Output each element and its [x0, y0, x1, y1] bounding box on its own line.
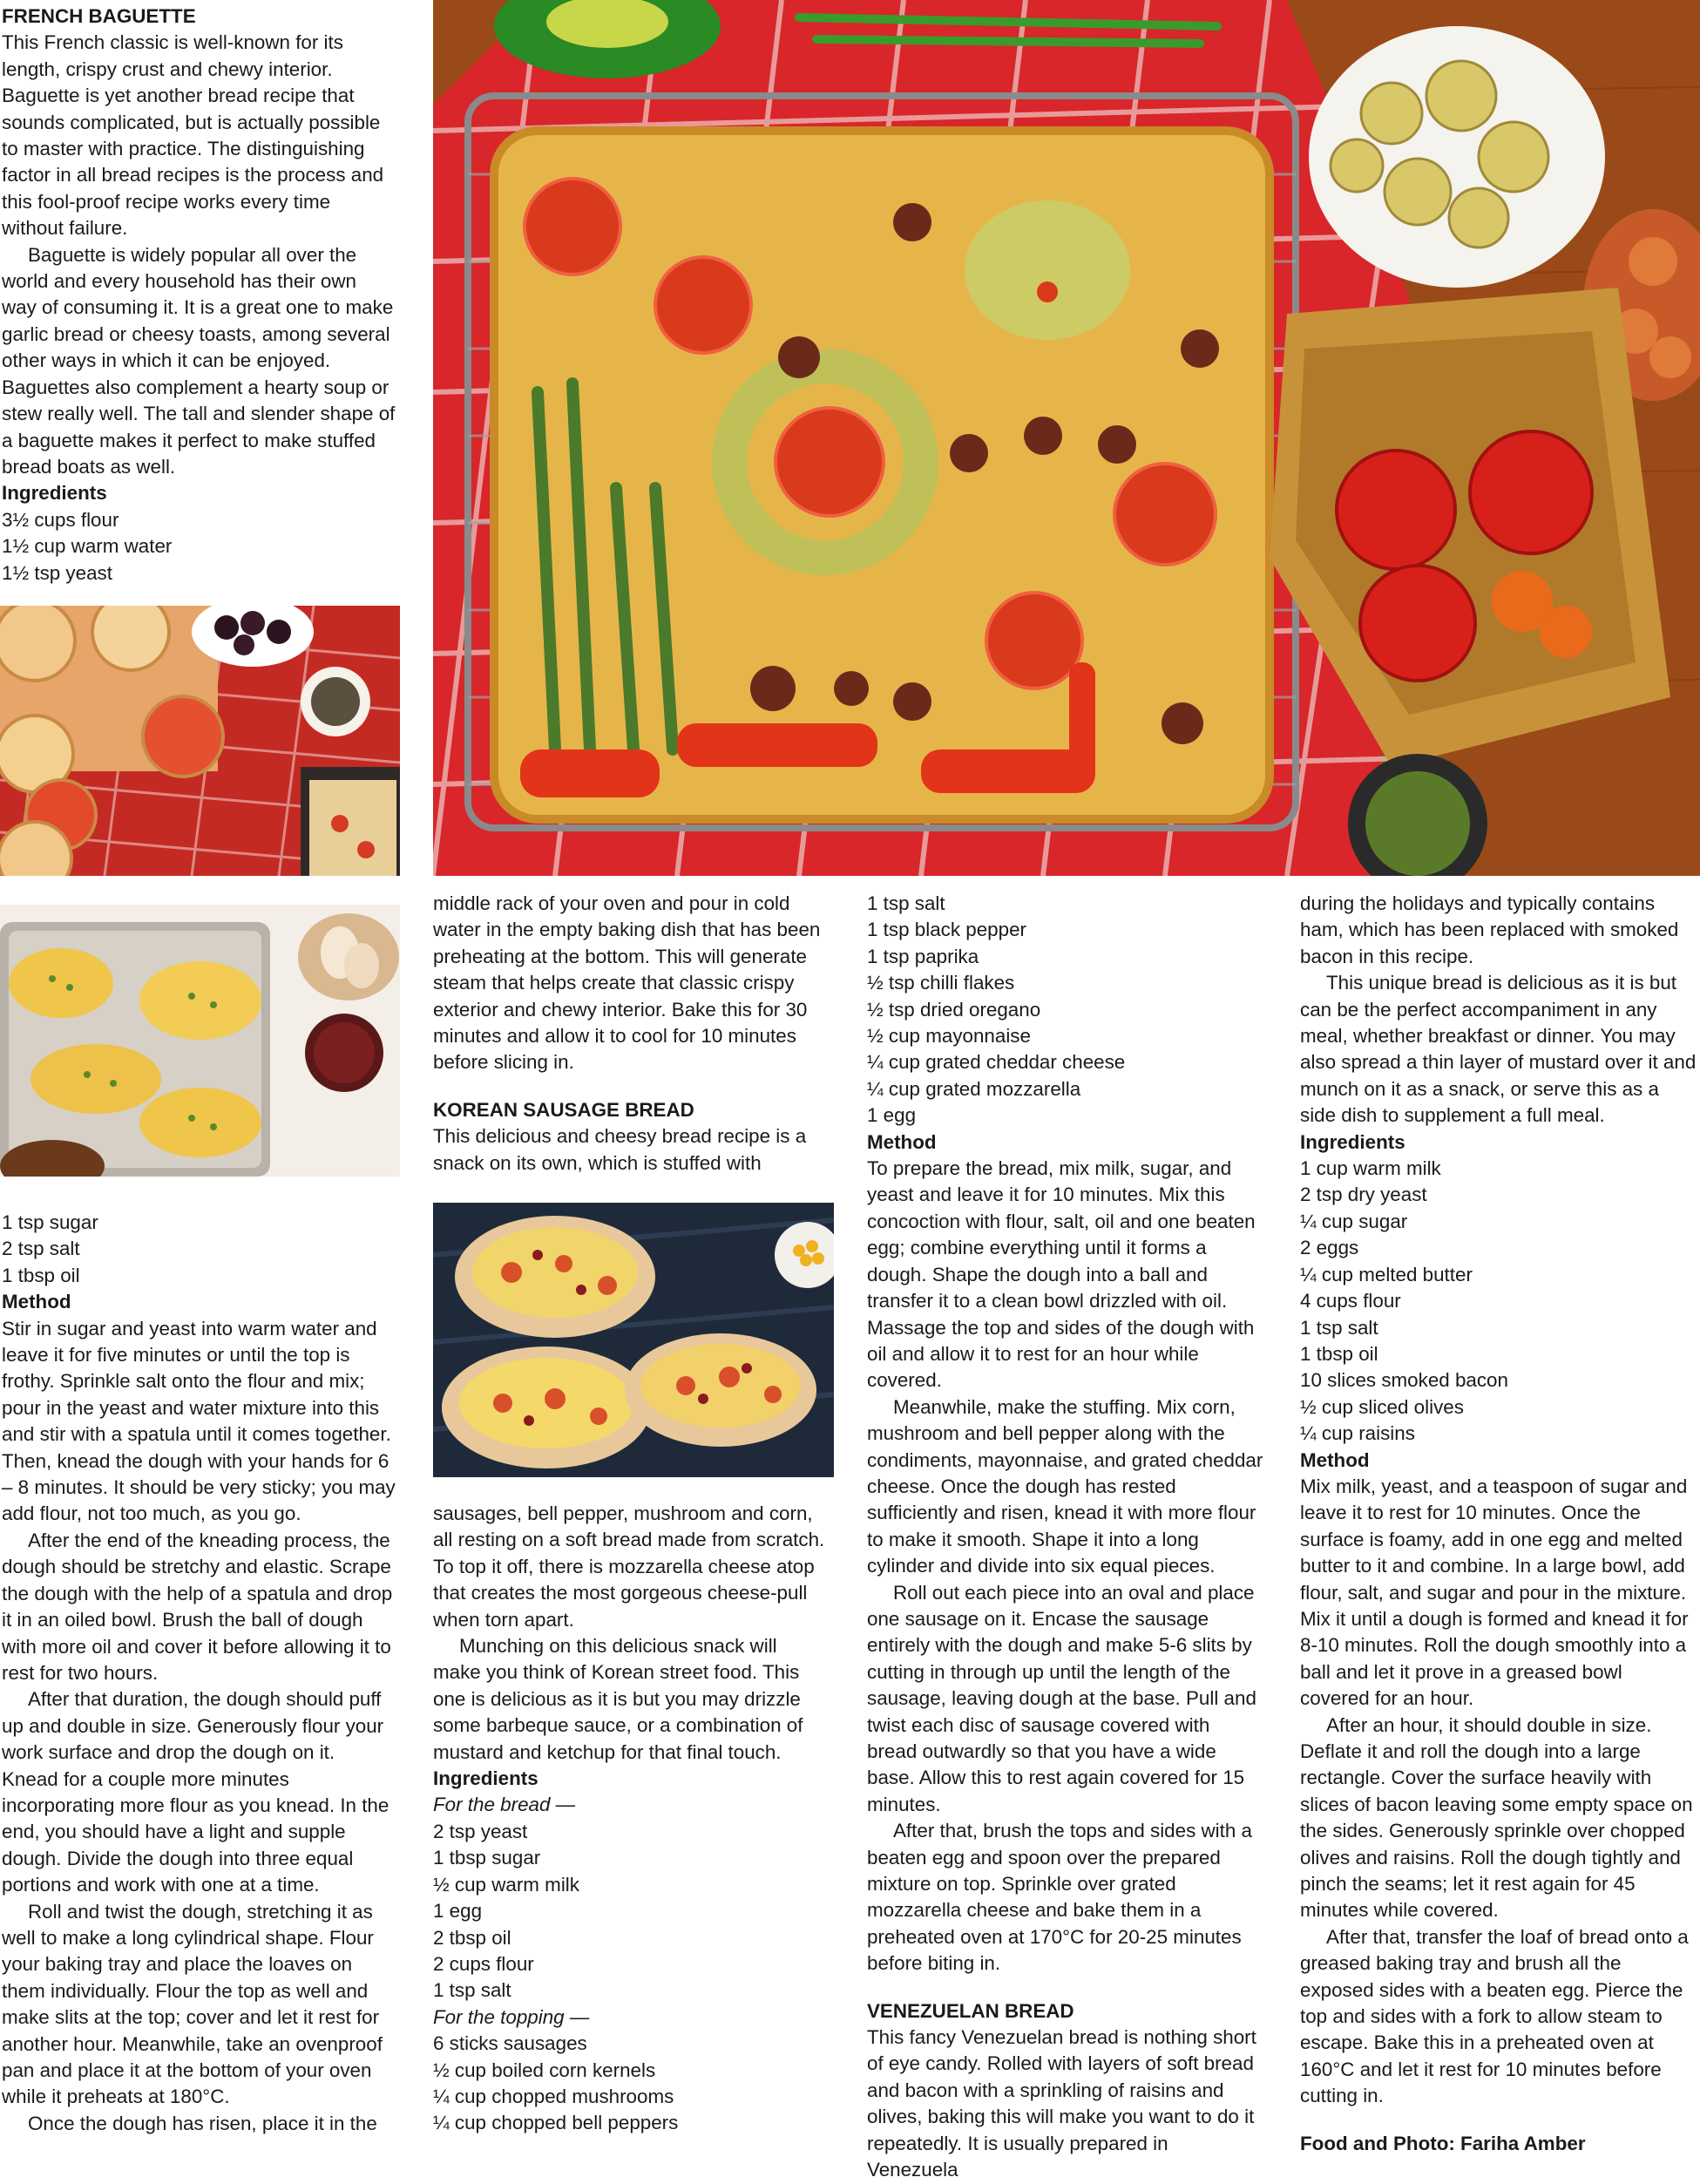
korean-p1-cont: sausages, bell pepper, mushroom and corn, all resting on a soft bread made from scratch. To top it off, there is mozzarella cheese atop that creates the most gorgeous cheese-pull when torn apart.: [433, 1502, 825, 1631]
ingredient-item: ½ cup mayonnaise: [867, 1025, 1031, 1048]
ingredient-item: 1½ tsp yeast: [2, 561, 112, 584]
ingredient-item: 10 slices smoked bacon: [1300, 1369, 1508, 1392]
venezuelan-p2: This unique bread is delicious as it is but can be the perfect accompaniment in any meal, whether breakfast or dinner. You may also spread a thin layer of mustard over it and munch on it as a snack, or serve this as a side dish to supplement a full meal.: [1300, 972, 1697, 1127]
baguette-ingredients-heading: Ingredients: [2, 482, 107, 505]
ingredient-item: ¼ cup chopped mushrooms: [433, 2085, 674, 2107]
baguette-method-p3: After that duration, the dough should puff up and double in size. Generously flour your work surface and drop the dough on it. Knead for a couple more minutes incorporating more flour as you knead. In the end, you should have a light and supple dough. Divide the dough into three equal portions and work with one at a time.: [2, 1688, 389, 1896]
korean-method-p1: To prepare the bread, mix milk, sugar, and yeast and leave it for 10 minutes. Mix this concoction with flour, salt, oil and one beaten egg; combine everything until it forms a dough. Shape the dough into a ball and transfer it to a clean bowl drizzled with oil. Massage the top and sides of the dough with oil and allow it to rest for an hour while covered.: [867, 1157, 1256, 1392]
korean-title: KOREAN SAUSAGE BREAD: [433, 1098, 694, 1121]
venezuelan-method-p3: After that, transfer the loaf of bread onto a greased baking tray and brush all the exposed sides with a beaten egg. Pierce the top and sides with a fork to allow steam to escape. Bake this in a preheated oven at 160°C and let it rest for 10 minutes before cutting in.: [1300, 1925, 1689, 2107]
photo-korean-sausage-bread: [433, 1203, 834, 1477]
ingredient-item: ½ cup boiled corn kernels: [433, 2059, 656, 2081]
ingredient-item: 4 cups flour: [1300, 1290, 1401, 1312]
baguette-method-heading: Method: [2, 1291, 71, 1313]
korean-column-left-bottom: [433, 1501, 830, 2137]
venezuelan-column: [1300, 891, 1697, 2157]
baguette-method-column: [2, 1210, 396, 2137]
ingredient-item: ¼ cup grated cheddar cheese: [867, 1051, 1126, 1074]
ingredient-item: 1 tsp salt: [1300, 1316, 1378, 1339]
korean-ingredients-heading: Ingredients: [433, 1767, 538, 1790]
baguette-method-p5: Once the dough has risen, place it in the: [28, 2112, 377, 2134]
ingredient-item: ½ cup sliced olives: [1300, 1395, 1464, 1418]
ingredient-item: 1 cup warm milk: [1300, 1157, 1441, 1180]
ingredient-item: ½ tsp chilli flakes: [867, 972, 1015, 994]
ingredient-item: 1 tbsp sugar: [433, 1847, 541, 1869]
ingredient-item: 1 tsp salt: [867, 892, 945, 914]
ingredient-item: ½ cup warm milk: [433, 1873, 579, 1896]
korean-method-p4: After that, brush the tops and sides with a beaten egg and spoon over the prepared mixture on top. Sprinkle over grated mozzarella cheese and bake them in a preheated oven at 170°C for 20-25 minutes before biting in.: [867, 1820, 1252, 1975]
ingredient-item: 2 tsp dry yeast: [1300, 1184, 1427, 1206]
ingredient-item: ¼ cup melted butter: [1300, 1263, 1473, 1285]
korean-p1: This delicious and cheesy bread recipe is a snack on its own, which is stuffed with: [433, 1125, 807, 1174]
venezuelan-method-p1: Mix milk, yeast, and a teaspoon of sugar and leave it to rest for 10 minutes. Once the surface is foamy, add in one egg and melted butter to it and combine. In a large bowl, add flour, salt, and sugar and pour in the mixture. Mix it until a dough is formed and knead it for 8-10 minutes. Roll the dough smoothly into a ball and let it prove in a greased bowl covered for an hour.: [1300, 1475, 1689, 1710]
ingredient-item: 1 tsp paprika: [867, 945, 979, 967]
baguette-method-p1: Stir in sugar and yeast into warm water and leave it for five minutes or until the top is frothy. Sprinkle salt onto the flour and mix; pour in the yeast and water mixture into this and stir with a spatula until it comes together. Then, knead the dough with your hands for 6 – 8 minutes. It should be very sticky; you may add flour, not too much, as you go.: [2, 1317, 396, 1525]
ingredient-item: ¼ cup raisins: [1300, 1422, 1415, 1445]
ingredient-item: 1 egg: [867, 1104, 917, 1127]
ingredient-item: ¼ cup grated mozzarella: [867, 1077, 1081, 1100]
ingredient-item: 2 tsp yeast: [433, 1820, 528, 1842]
ingredient-item: ½ tsp dried oregano: [867, 998, 1041, 1021]
korean-for-bread: For the bread —: [433, 1794, 576, 1816]
baguette-intro-column: [2, 3, 396, 587]
korean-method-p3: Roll out each piece into an oval and place one sausage on it. Encase the sausage entirely with the dough and make 5-6 slits by cutting in through up until the length of the sausage, leaving dough at the base. Pull and twist each disc of sausage covered with bread outwardly so that you have a wide base. Allow this to rest again covered for 15 minutes.: [867, 1581, 1256, 1815]
venezuelan-ingredients-heading: Ingredients: [1300, 1130, 1405, 1153]
korean-method-p2: Meanwhile, make the stuffing. Mix corn, mushroom and bell pepper along with the condiments, mayonnaise, and grated cheddar cheese. Once the dough has rested sufficiently and risen, knead it with more flour to make it smooth. Shape it into a long cylinder and divide into six equal pieces.: [867, 1395, 1263, 1577]
korean-column-right: [867, 891, 1263, 2184]
ingredient-item: 2 tbsp oil: [433, 1926, 511, 1949]
baguette-method-p2: After the end of the kneading process, the dough should be stretchy and elastic. Scrape the dough with the help of a spatula and drop it in an oiled bowl. Brush the ball of dough with more oil and cover it before allowing it to rest for two hours.: [2, 1529, 393, 1684]
korean-method-heading: Method: [867, 1130, 937, 1153]
baguette-method-p5-cont: middle rack of your oven and pour in cold water in the empty baking dish that has been preheating at the bottom. This will generate steam that helps create that classic crispy exterior and chewy interior. Bake this for 30 minutes and allow it to cool for 10 minutes before slicing in.: [433, 892, 821, 1074]
ingredient-item: ¼ cup chopped bell peppers: [433, 2112, 679, 2134]
baguette-intro-p1: This French classic is well-known for its length, crispy crust and chewy interior. Baguette is yet another bread recipe that sounds complicated, but is actually possible to master with practice. The distinguishing factor in all bread recipes is the process and this fool-proof recipe works every time without failure.: [2, 31, 384, 240]
venezuelan-method-p2: After an hour, it should double in size. Deflate it and roll the dough into a large rectangle. Cover the surface heavily with slices of bacon leaving some empty space on the sides. Generously sprinkle over chopped olives and raisins. Roll the dough tightly and pinch the seams; let it rest again for 45 minutes while covered.: [1300, 1713, 1693, 1922]
ingredient-item: 1½ cup warm water: [2, 535, 173, 558]
venezuelan-p1: This fancy Venezuelan bread is nothing short of eye candy. Rolled with layers of soft bread and bacon with a sprinkling of raisins and olives, baking this will make you want to do it repeatedly. It is usually prepared in Venezuela: [867, 2026, 1256, 2181]
venezuelan-title: VENEZUELAN BREAD: [867, 1999, 1074, 2022]
ingredient-item: 1 egg: [433, 1900, 483, 1923]
korean-p2: Munching on this delicious snack will make you think of Korean street food. This one is delicious as it is but you may drizzle some barbeque sauce, or a combination of mustard and ketchup for that final touch.: [433, 1635, 803, 1763]
baguette-method-p4: Roll and twist the dough, stretching it as well to make a long cylindrical shape. Flour your baking tray and place the loaves on them individually. Flour the top as well and make slits at the top; cover and let it rest for another hour. Meanwhile, take an ovenproof pan and place it at the bottom of your oven while it preheats at 180°C.: [2, 1900, 383, 2108]
ingredient-item: 6 sticks sausages: [433, 2032, 587, 2055]
baguette-title: FRENCH BAGUETTE: [2, 5, 196, 27]
ingredient-item: 1 tsp sugar: [2, 1211, 98, 1233]
photo-focaccia-hero: [433, 0, 1700, 876]
ingredient-item: 2 cups flour: [433, 1952, 534, 1975]
baguette-intro-p2: Baguette is widely popular all over the world and every household has their own way of consuming it. It is a great one to make garlic bread or cheesy toasts, among several other ways in which it can be enjoyed. Baguettes also complement a hearty soup or stew really well. The tall and slender shape of a baguette makes it perfect to make stuffed bread boats as well.: [2, 243, 396, 478]
korean-for-topping: For the topping —: [433, 2005, 590, 2028]
ingredient-item: 1 tbsp oil: [1300, 1342, 1378, 1365]
ingredient-item: 2 tsp salt: [2, 1238, 80, 1260]
ingredient-item: 1 tsp salt: [433, 1979, 511, 2002]
photo-credit: Food and Photo: Fariha Amber: [1300, 2132, 1586, 2154]
photo-mini-pizzas: [0, 606, 400, 876]
ingredient-item: ¼ cup sugar: [1300, 1210, 1408, 1232]
korean-column-left: [433, 891, 830, 1177]
venezuelan-p1-cont: during the holidays and typically contains ham, which has been replaced with smoked bacon in this recipe.: [1300, 892, 1679, 967]
ingredient-item: 1 tsp black pepper: [867, 919, 1026, 941]
photo-cheesy-toast: [0, 905, 400, 1177]
ingredient-item: 3½ cups flour: [2, 508, 119, 531]
ingredient-item: 2 eggs: [1300, 1237, 1359, 1259]
venezuelan-method-heading: Method: [1300, 1448, 1370, 1471]
ingredient-item: 1 tbsp oil: [2, 1264, 80, 1286]
